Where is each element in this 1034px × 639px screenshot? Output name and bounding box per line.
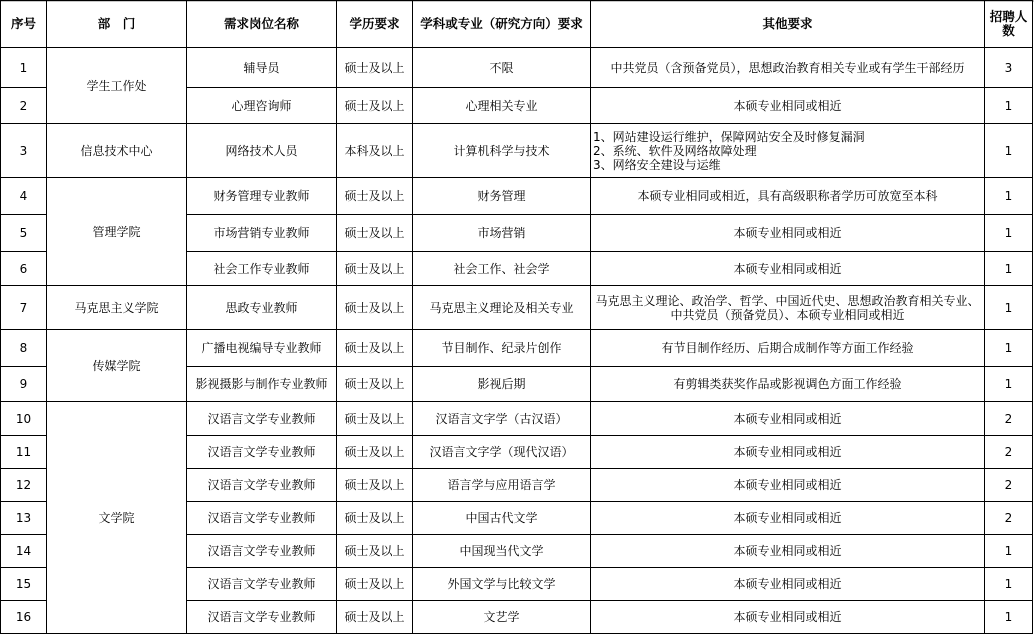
education-cell: 硕士及以上 xyxy=(337,286,413,330)
education-cell: 硕士及以上 xyxy=(337,367,413,402)
department-cell: 马克思主义学院 xyxy=(47,286,187,330)
major-cell: 节目制作、纪录片创作 xyxy=(413,330,591,367)
header-no: 序号 xyxy=(1,1,47,48)
major-cell: 社会工作、社会学 xyxy=(413,252,591,286)
position-cell: 辅导员 xyxy=(187,48,337,88)
position-cell: 思政专业教师 xyxy=(187,286,337,330)
education-cell: 硕士及以上 xyxy=(337,402,413,436)
education-cell: 硕士及以上 xyxy=(337,178,413,215)
other-cell: 中共党员（含预备党员），思想政治教育相关专业或有学生干部经历 xyxy=(591,48,985,88)
row-no: 6 xyxy=(1,252,47,286)
other-cell: 本硕专业相同或相近 xyxy=(591,402,985,436)
count-cell: 2 xyxy=(985,469,1033,502)
major-cell: 语言学与应用语言学 xyxy=(413,469,591,502)
major-cell: 财务管理 xyxy=(413,178,591,215)
count-cell: 2 xyxy=(985,436,1033,469)
row-no: 4 xyxy=(1,178,47,215)
row-no: 13 xyxy=(1,502,47,535)
major-cell: 中国现当代文学 xyxy=(413,535,591,568)
major-cell: 不限 xyxy=(413,48,591,88)
education-cell: 硕士及以上 xyxy=(337,469,413,502)
count-cell: 1 xyxy=(985,124,1033,178)
count-cell: 1 xyxy=(985,535,1033,568)
count-cell: 1 xyxy=(985,252,1033,286)
other-cell xyxy=(591,124,985,178)
row-no: 5 xyxy=(1,215,47,252)
position-cell: 广播电视编导专业教师 xyxy=(187,330,337,367)
row-no: 7 xyxy=(1,286,47,330)
row-no: 1 xyxy=(1,48,47,88)
header-education: 学历要求 xyxy=(337,1,413,48)
count-cell: 1 xyxy=(985,178,1033,215)
row-no: 14 xyxy=(1,535,47,568)
major-cell: 文艺学 xyxy=(413,601,591,634)
position-cell: 网络技术人员 xyxy=(187,124,337,178)
row-no: 10 xyxy=(1,402,47,436)
row-no: 3 xyxy=(1,124,47,178)
other-cell: 本硕专业相同或相近 xyxy=(591,502,985,535)
other-cell: 本硕专业相同或相近 xyxy=(591,568,985,601)
count-cell: 1 xyxy=(985,88,1033,124)
table-row xyxy=(1,178,1033,215)
row-no: 16 xyxy=(1,601,47,634)
header-department: 部 门 xyxy=(47,1,187,48)
table-row xyxy=(1,286,1033,330)
other-cell: 本硕专业相同或相近 xyxy=(591,252,985,286)
department-cell: 传媒学院 xyxy=(47,330,187,402)
education-cell: 硕士及以上 xyxy=(337,88,413,124)
header-row xyxy=(1,1,1033,48)
education-cell: 硕士及以上 xyxy=(337,48,413,88)
other-cell: 本硕专业相同或相近 xyxy=(591,88,985,124)
major-cell: 外国文学与比较文学 xyxy=(413,568,591,601)
major-cell: 汉语言文字学（古汉语） xyxy=(413,402,591,436)
count-cell: 2 xyxy=(985,502,1033,535)
other-cell: 本硕专业相同或相近 xyxy=(591,436,985,469)
education-cell: 硕士及以上 xyxy=(337,535,413,568)
education-cell: 硕士及以上 xyxy=(337,502,413,535)
department-cell: 文学院 xyxy=(47,402,187,634)
count-cell: 1 xyxy=(985,215,1033,252)
education-cell: 硕士及以上 xyxy=(337,568,413,601)
major-cell: 汉语言文字学（现代汉语） xyxy=(413,436,591,469)
header-position: 需求岗位名称 xyxy=(187,1,337,48)
education-cell: 硕士及以上 xyxy=(337,330,413,367)
education-cell: 本科及以上 xyxy=(337,124,413,178)
row-no: 12 xyxy=(1,469,47,502)
row-no: 11 xyxy=(1,436,47,469)
count-cell: 1 xyxy=(985,601,1033,634)
position-cell: 市场营销专业教师 xyxy=(187,215,337,252)
count-cell: 1 xyxy=(985,568,1033,601)
row-no: 15 xyxy=(1,568,47,601)
position-cell: 汉语言文学专业教师 xyxy=(187,568,337,601)
count-cell: 1 xyxy=(985,330,1033,367)
table-row xyxy=(1,124,1033,178)
position-cell: 社会工作专业教师 xyxy=(187,252,337,286)
major-cell: 市场营销 xyxy=(413,215,591,252)
major-cell: 影视后期 xyxy=(413,367,591,402)
position-cell: 汉语言文学专业教师 xyxy=(187,402,337,436)
table-row xyxy=(1,402,1033,436)
other-cell: 本硕专业相同或相近 xyxy=(591,469,985,502)
other-cell: 有节目制作经历、后期合成制作等方面工作经验 xyxy=(591,330,985,367)
position-cell: 汉语言文学专业教师 xyxy=(187,535,337,568)
table-row xyxy=(1,330,1033,367)
row-no: 2 xyxy=(1,88,47,124)
major-cell: 计算机科学与技术 xyxy=(413,124,591,178)
list-item: 2、系统、软件及网络故障处理 xyxy=(593,143,757,158)
major-cell: 中国古代文学 xyxy=(413,502,591,535)
table-row xyxy=(1,48,1033,88)
other-cell: 本硕专业相同或相近，具有高级职称者学历可放宽至本科 xyxy=(591,178,985,215)
department-cell: 学生工作处 xyxy=(47,48,187,124)
header-count: 招聘人数 xyxy=(985,1,1033,48)
header-major: 学科或专业（研究方向）要求 xyxy=(413,1,591,48)
count-cell: 1 xyxy=(985,367,1033,402)
education-cell: 硕士及以上 xyxy=(337,436,413,469)
position-cell: 汉语言文学专业教师 xyxy=(187,469,337,502)
department-cell: 信息技术中心 xyxy=(47,124,187,178)
other-cell: 本硕专业相同或相近 xyxy=(591,215,985,252)
department-cell: 管理学院 xyxy=(47,178,187,286)
header-other: 其他要求 xyxy=(591,1,985,48)
position-cell: 汉语言文学专业教师 xyxy=(187,436,337,469)
education-cell: 硕士及以上 xyxy=(337,215,413,252)
list-item: 1、网站建设运行维护，保障网站安全及时修复漏洞 xyxy=(593,129,865,144)
count-cell: 2 xyxy=(985,402,1033,436)
list-item: 3、网络安全建设与运维 xyxy=(593,157,721,172)
position-cell: 汉语言文学专业教师 xyxy=(187,502,337,535)
education-cell: 硕士及以上 xyxy=(337,601,413,634)
position-cell: 汉语言文学专业教师 xyxy=(187,601,337,634)
education-cell: 硕士及以上 xyxy=(337,252,413,286)
row-no: 9 xyxy=(1,367,47,402)
position-cell: 影视摄影与制作专业教师 xyxy=(187,367,337,402)
other-cell: 马克思主义理论、政治学、哲学、中国近代史、思想政治教育相关专业、中共党员（预备党员）、本硕专业相同或相近 xyxy=(591,286,985,330)
position-cell: 财务管理专业教师 xyxy=(187,178,337,215)
other-cell: 本硕专业相同或相近 xyxy=(591,535,985,568)
row-no: 8 xyxy=(1,330,47,367)
major-cell: 马克思主义理论及相关专业 xyxy=(413,286,591,330)
other-cell: 有剪辑类获奖作品或影视调色方面工作经验 xyxy=(591,367,985,402)
count-cell: 1 xyxy=(985,286,1033,330)
position-cell: 心理咨询师 xyxy=(187,88,337,124)
other-cell: 本硕专业相同或相近 xyxy=(591,601,985,634)
count-cell: 3 xyxy=(985,48,1033,88)
major-cell: 心理相关专业 xyxy=(413,88,591,124)
other-requirements-list xyxy=(593,130,982,172)
